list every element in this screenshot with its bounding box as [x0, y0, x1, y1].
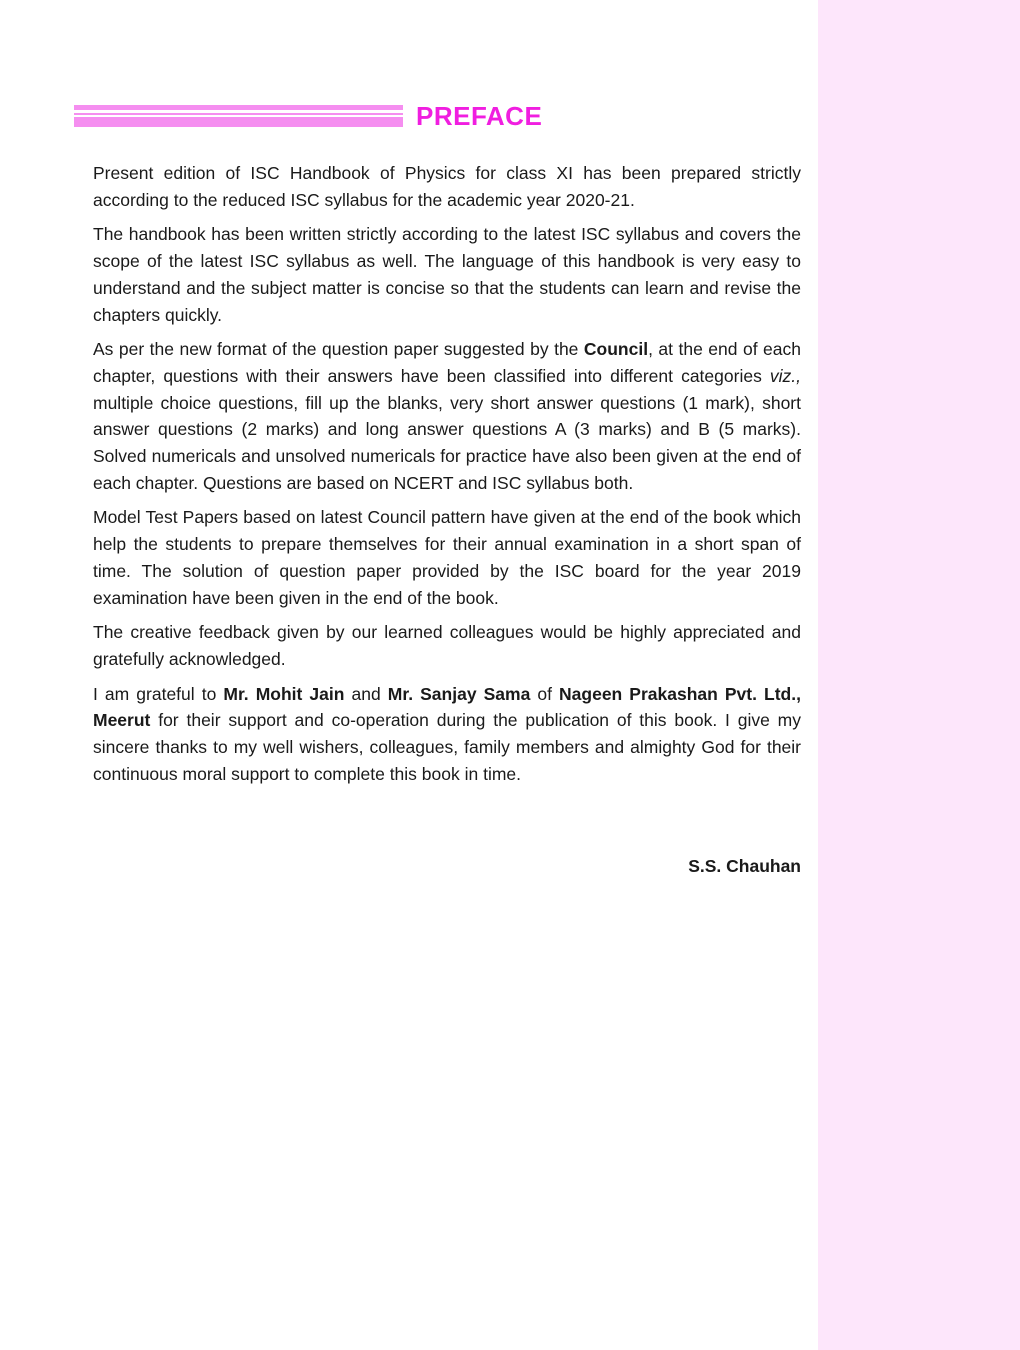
paragraph-text: multiple choice questions, fill up the blanks, very short answer questions (1 mark), short answer questions (2 marks) and long answer questions A (3 marks) and B (5 marks). Solved numericals and unsolved numericals for practice have also been given at the end of each chapter. Questions are based on NCERT and ISC syllabus both.	[93, 392, 801, 493]
bold-council: Council	[583, 339, 649, 360]
bold-name-sanjay-sama: Mr. Sanjay Sama	[387, 683, 531, 704]
paragraph-format	[93, 336, 801, 496]
preface-body	[93, 160, 801, 795]
page-title: PREFACE	[416, 101, 543, 131]
paragraph-text: for their support and co-operation during the publication of this book. I give my sincere thanks to my well wishers, colleagues, family members and almighty God for their continuous moral support to complete this book in time.	[93, 710, 801, 784]
author-signature: S.S. Chauhan	[688, 856, 801, 876]
paragraph-edition: Present edition of ISC Handbook of Physics for class XI has been prepared strictly according to the reduced ISC syllabus for the academic year 2020-21.	[93, 163, 801, 210]
paragraph-text: of	[530, 683, 560, 704]
paragraph-text: I am grateful to	[93, 683, 224, 704]
paragraph-model-papers: Model Test Papers based on latest Council pattern have given at the end of the book which help the students to prepare themselves for their annual examination in a short span of time. The solution of question paper provided by the ISC board for the year 2019 examination have been given in the end of the book.	[93, 507, 801, 608]
preface-heading	[74, 100, 634, 136]
heading-bar	[74, 113, 403, 115]
paragraph-handbook: The handbook has been written strictly according to the latest ISC syllabus and covers the scope of the latest ISC syllabus as well. The language of this handbook is very easy to understand and the subject matter is concise so that the students can learn and revise the chapters quickly.	[93, 224, 801, 325]
paragraph-feedback: The creative feedback given by our learned colleagues would be highly appreciated and gratefully acknowledged.	[93, 622, 801, 669]
paragraph-text: and	[344, 683, 388, 704]
bold-publisher: Nageen Prakashan Pvt. Ltd., Meerut	[93, 683, 801, 731]
paragraph-text: , at the end of each chapter, questions with their answers have been classified into different categories	[93, 339, 801, 386]
paragraph-text: As per the new format of the question paper suggested by the	[93, 339, 584, 360]
bold-name-mohit-jain: Mr. Mohit Jain	[223, 683, 345, 704]
paragraph-acknowledgement	[93, 681, 801, 788]
heading-bar	[74, 105, 403, 110]
side-band	[818, 0, 1020, 1350]
italic-viz: viz.,	[769, 365, 801, 386]
heading-bar	[74, 117, 403, 127]
heading-decorative-bars	[74, 105, 403, 127]
